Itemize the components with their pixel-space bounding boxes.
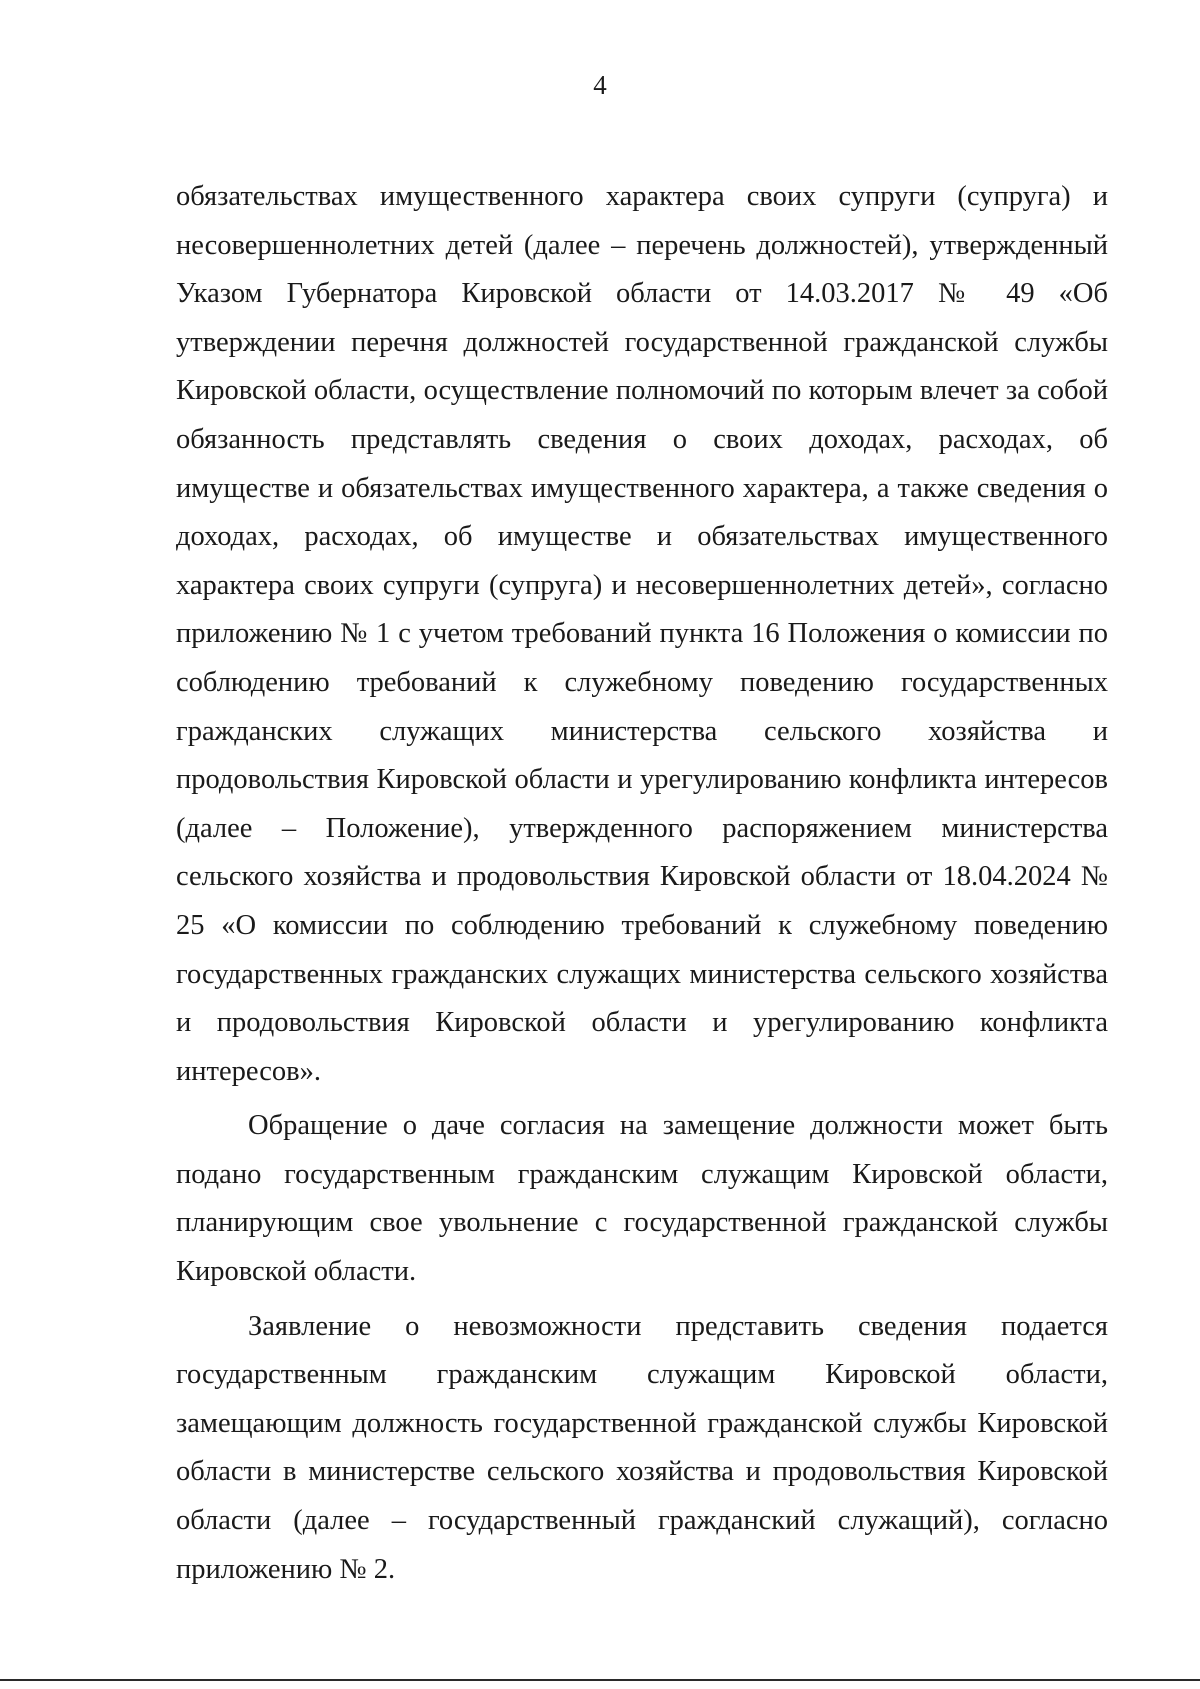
paragraph-appeal: Обращение о даче согласия на замещение должности может быть подано государственным гражданским служащим Кировской области, планирующим свое увольнение с государственной гражданской службы Кировской области. — [176, 1110, 1108, 1288]
page-number: 4 — [593, 70, 607, 100]
scan-edge-line — [0, 1679, 1200, 1681]
paragraph-statement: Заявление о невозможности представить сведения подается государственным гражданским служащим Кировской области, замещающим должность государственной гражданской службы Кировской области в министерстве сельского хозяйства и продовольствия Кировской области (далее – государственный гражданский служащий), согласно приложению № 2. — [176, 1310, 1108, 1585]
document-body — [176, 173, 1108, 1594]
paragraph-continuation: обязательствах имущественного характера своих супруги (супруга) и несовершеннолетних детей (далее – перечень должностей), утвержденный Указом Губернатора Кировской области от 14.03.2017 № 49 «Об утверждении перечня должностей государственной гражданской службы Кировской области, осуществление полномочий по которым влечет за собой обязанность представлять сведения о своих доходах, расходах, об имуществе и обязательствах имущественного характера, а также сведения о доходах, расходах, об имуществе и обязательствах имущественного характера своих супруги (супруга) и несовершеннолетних детей», согласно приложению № 1 с учетом требований пункта 16 Положения о комиссии по соблюдению требований к служебному поведению государственных гражданских служащих министерства сельского хозяйства и продовольствия Кировской области и урегулированию конфликта интересов (далее – Положение), утвержденного распоряжением министерства сельского хозяйства и продовольствия Кировской области от 18.04.2024 № 25 «О комиссии по соблюдению требований к служебному поведению государственных гражданских служащих министерства сельского хозяйства и продовольствия Кировской области и урегулированию конфликта интересов». — [176, 181, 1108, 1087]
